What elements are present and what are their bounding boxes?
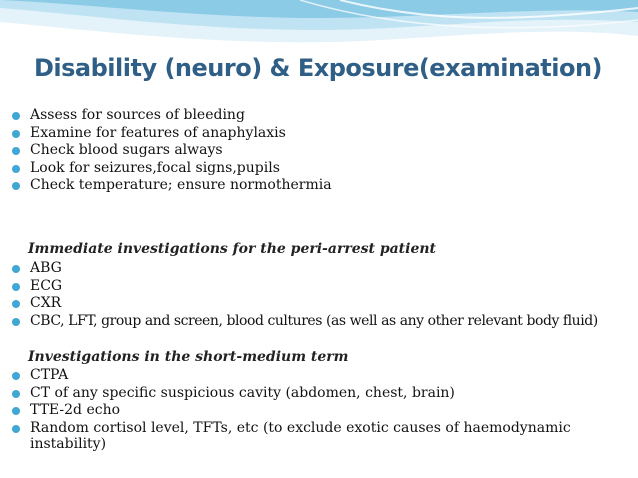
bullet-icon (12, 182, 20, 190)
bullet-icon (12, 130, 20, 138)
bullet-icon (12, 425, 20, 433)
list-item: Random cortisol level, TFTs, etc (to exclude exotic causes of haemodynamic instability) (10, 420, 590, 452)
list-item: ECG (10, 278, 598, 296)
bullet-icon (12, 407, 20, 415)
list-item: Check blood sugars always (10, 142, 332, 160)
slide-title: Disability (neuro) & Exposure(examination) (34, 54, 603, 82)
bullet-icon (12, 372, 20, 380)
bullet-icon (12, 165, 20, 173)
list-item: CTPA (10, 367, 610, 385)
bullet-icon (12, 318, 20, 326)
immediate-investigations-heading: Immediate investigations for the peri-arrest patient (28, 241, 437, 257)
list-item: CT of any specific suspicious cavity (abdomen, chest, brain) (10, 385, 610, 403)
short-medium-investigations-list (10, 367, 610, 452)
bullet-icon (12, 112, 20, 120)
list-item: Look for seizures,focal signs,pupils (10, 160, 332, 178)
short-medium-investigations-heading: Investigations in the short-medium term (28, 349, 349, 365)
list-item: Check temperature; ensure normothermia (10, 177, 332, 195)
bullet-icon (12, 390, 20, 398)
bullet-icon (12, 283, 20, 291)
bullet-icon (12, 300, 20, 308)
list-item: Assess for sources of bleeding (10, 107, 332, 125)
bullet-icon (12, 265, 20, 273)
assessment-list (10, 107, 332, 195)
list-item: ABG (10, 260, 598, 278)
bullet-icon (12, 147, 20, 155)
immediate-investigations-list (10, 260, 598, 330)
list-item: TTE-2d echo (10, 402, 610, 420)
list-item: Examine for features of anaphylaxis (10, 125, 332, 143)
list-item: CBC, LFT, group and screen, blood cultures (as well as any other relevant body fluid) (10, 313, 598, 331)
list-item: CXR (10, 295, 598, 313)
